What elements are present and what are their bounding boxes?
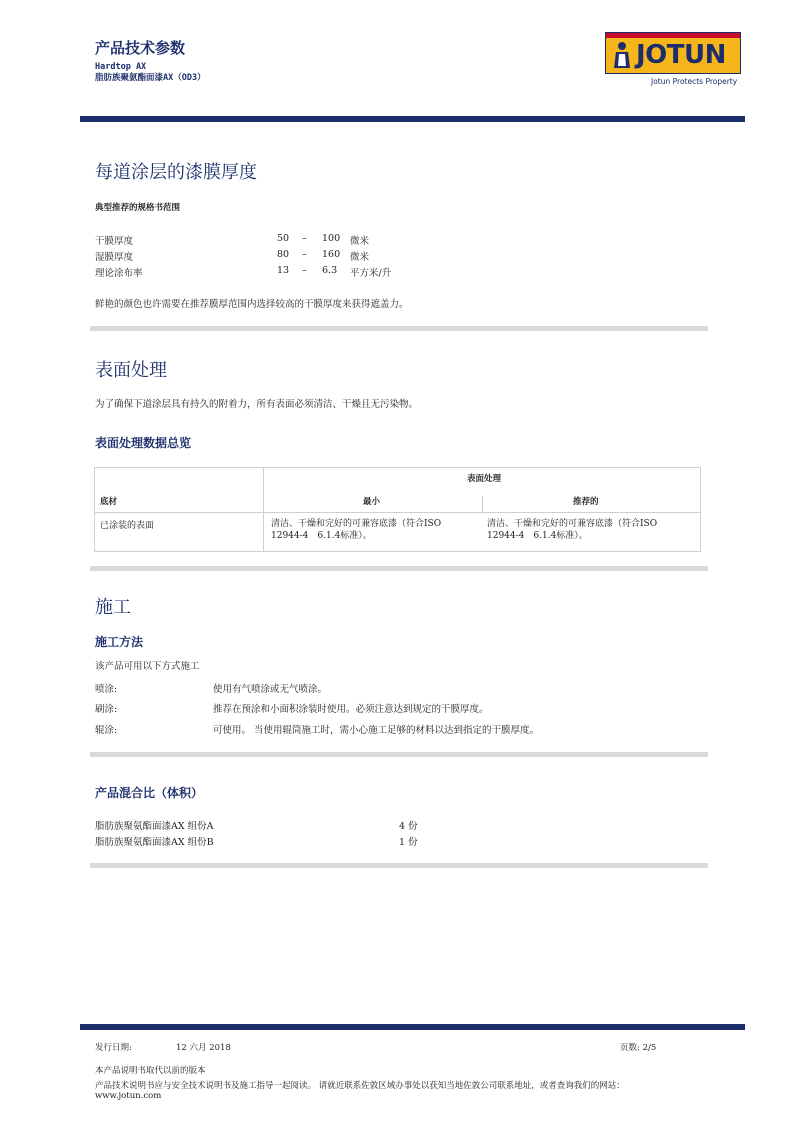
film-row-unit: 微米 xyxy=(350,252,370,263)
method-text: 推荐在预涂和小面积涂装时使用。必须注意达到规定的干膜厚度。 xyxy=(213,704,489,715)
logo-text: JOTUN xyxy=(636,40,726,70)
method-text: 使用有气喷涂或无气喷涂。 xyxy=(213,684,328,695)
method-label: 辊涂: xyxy=(95,725,118,736)
film-row-label: 湿膜厚度 xyxy=(95,252,134,263)
issue-date: 12 六月 2018 xyxy=(176,1043,231,1053)
section-title-surface: 表面处理 xyxy=(95,360,167,381)
film-row-unit: 平方米/升 xyxy=(350,268,392,279)
film-row-min: 80 xyxy=(277,249,290,260)
mix-title: 产品混合比（体积） xyxy=(95,786,204,800)
table-col-min: 最小 xyxy=(363,497,381,507)
product-name-en: Hardtop AX xyxy=(95,62,147,72)
film-row-min: 50 xyxy=(277,233,290,244)
section-divider xyxy=(90,566,708,571)
table-cell-recommended xyxy=(487,518,657,542)
product-name xyxy=(95,62,206,84)
table-group-header: 表面处理 xyxy=(467,474,502,484)
section-divider xyxy=(90,326,708,331)
surface-summary-title: 表面处理数据总览 xyxy=(95,436,192,450)
table-divider xyxy=(95,512,700,513)
header-rule xyxy=(80,116,745,122)
section-title-film: 每道涂层的漆膜厚度 xyxy=(95,162,257,183)
surface-text: 为了确保下道涂层具有持久的附着力，所有表面必须清洁、干燥且无污染物。 xyxy=(95,399,419,410)
film-subtitle: 典型推荐的规格书范围 xyxy=(95,203,181,213)
film-row-min: 13 xyxy=(277,265,290,276)
logo-tagline: Jotun Protects Property xyxy=(651,77,738,86)
table-cell-min-line1: 清洁、干燥和完好的可兼容底漆（符合ISO xyxy=(271,519,442,529)
table-cell-rec-line2: 12944-4 6.1.4标准）。 xyxy=(487,531,588,541)
issue-date-label: 发行日期: xyxy=(95,1043,132,1053)
application-method-title: 施工方法 xyxy=(95,635,144,649)
film-note: 鲜艳的颜色也许需要在推荐膜厚范围内选择较高的干膜厚度来获得遮盖力。 xyxy=(95,299,409,310)
film-row-max: 6.3 xyxy=(322,265,338,276)
footer-website-link[interactable]: www.jotun.com xyxy=(95,1091,162,1101)
film-row-max: 100 xyxy=(322,233,341,244)
surface-table xyxy=(94,467,701,552)
footer-rule xyxy=(80,1024,745,1030)
table-cell-min xyxy=(271,518,441,542)
page-number: 页数: 2/5 xyxy=(620,1043,657,1053)
table-col-substrate: 底材 xyxy=(100,497,118,507)
film-row-label: 干膜厚度 xyxy=(95,236,134,247)
film-row-dash: – xyxy=(302,265,307,276)
table-col-recommended: 推荐的 xyxy=(573,497,599,507)
logo-figure-icon xyxy=(612,40,632,70)
table-cell-substrate: 已涂装的表面 xyxy=(100,521,155,531)
method-text: 可使用。 当使用辊筒施工时，需小心施工足够的材料以达到指定的干膜厚度。 xyxy=(213,725,540,736)
film-row-dash: – xyxy=(302,233,307,244)
mix-row-value: 4 份 xyxy=(399,821,418,832)
section-title-application: 施工 xyxy=(95,597,131,618)
method-label: 喷涂: xyxy=(95,684,118,695)
table-divider xyxy=(263,468,264,551)
film-row-dash: – xyxy=(302,249,307,260)
table-cell-rec-line1: 清洁、干燥和完好的可兼容底漆（符合ISO xyxy=(487,519,658,529)
film-row-unit: 微米 xyxy=(350,236,370,247)
logo-red-stripe xyxy=(606,33,740,38)
application-intro: 该产品可用以下方式施工 xyxy=(95,661,200,672)
film-row xyxy=(95,233,133,247)
product-name-cn: 脂肪族聚氨酯面漆AX（OD3） xyxy=(95,73,206,83)
doc-type-title: 产品技术参数 xyxy=(95,39,186,57)
mix-row-label: 脂肪族聚氨酯面漆AX 组份A xyxy=(95,821,214,832)
section-divider xyxy=(90,863,708,868)
method-label: 刷涂: xyxy=(95,704,118,715)
film-row-max: 160 xyxy=(322,249,341,260)
film-row-label: 理论涂布率 xyxy=(95,268,143,279)
section-divider xyxy=(90,752,708,757)
table-divider xyxy=(482,496,483,512)
jotun-logo xyxy=(605,32,741,74)
table-cell-min-line2: 12944-4 6.1.4标准）。 xyxy=(271,531,372,541)
mix-row-label: 脂肪族聚氨酯面漆AX 组份B xyxy=(95,837,214,848)
mix-row-value: 1 份 xyxy=(399,837,418,848)
footer-supersede-note: 本产品说明书取代以前的版本 xyxy=(95,1066,206,1076)
footer-reading-note: 产品技术说明书应与安全技术说明书及施工指导一起阅读。 请就近联系佐敦区域办事处以获知当地佐敦公司联系地址，或者查询我们的网站： xyxy=(95,1081,625,1091)
